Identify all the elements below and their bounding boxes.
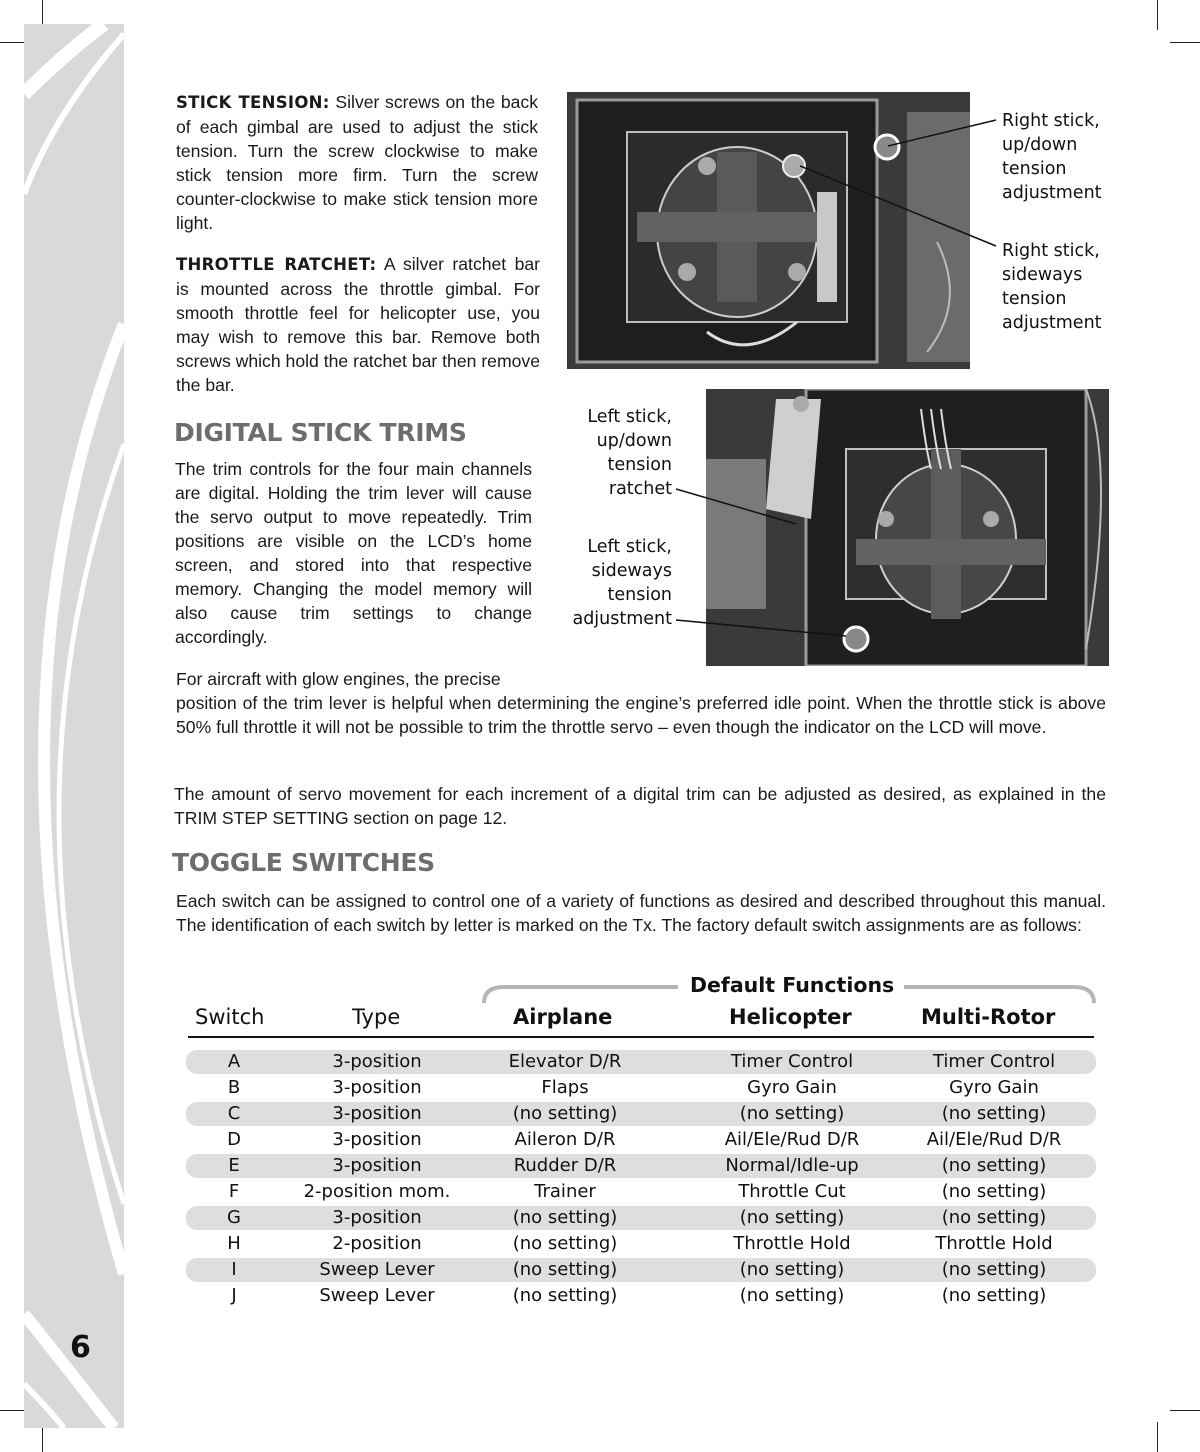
table-row [186, 1180, 1096, 1204]
header-type: Type [352, 1005, 401, 1029]
table-row [186, 1258, 1096, 1282]
switch-type-cell: 2-position mom. [303, 1181, 451, 1202]
header-switch: Switch [195, 1005, 265, 1029]
callout-right-stick-sideways [1002, 239, 1102, 335]
airplane-function-cell: (no setting) [512, 1103, 618, 1124]
stick-tension-text: Silver screws on the back of each gimbal are used to adjust the stick tension. Turn the screw clockwise to make stick tension more firm. Turn the screw counter-clockwise to make stick tension more light. [176, 92, 539, 233]
switch-type-cell: 3-position [332, 1207, 422, 1228]
callout-leader-lines-top [800, 110, 1000, 250]
callout-line: Left stick, [587, 537, 672, 557]
airplane-function-cell: Aileron D/R [514, 1129, 616, 1150]
callout-line: tension [1002, 159, 1067, 179]
table-row [186, 1128, 1096, 1152]
digital-stick-trims-heading: DIGITAL STICK TRIMS [174, 418, 467, 447]
table-row [186, 1284, 1096, 1308]
multi-rotor-function-cell: (no setting) [941, 1285, 1047, 1306]
switch-type-cell: 3-position [332, 1129, 422, 1150]
switch-type-cell: 3-position [332, 1155, 422, 1176]
helicopter-function-cell: (no setting) [739, 1103, 845, 1124]
airplane-function-cell: Elevator D/R [508, 1051, 622, 1072]
header-airplane: Airplane [513, 1005, 613, 1029]
switch-type-cell: 3-position [332, 1051, 422, 1072]
stick-tension-lead: STICK TENSION: [176, 93, 330, 112]
multi-rotor-function-cell: (no setting) [941, 1259, 1047, 1280]
header-divider [188, 1036, 1094, 1038]
switch-letter-cell: E [228, 1155, 240, 1176]
callout-line: Left stick, [587, 407, 672, 427]
callout-line: tension [607, 455, 672, 475]
airplane-function-cell: (no setting) [512, 1207, 618, 1228]
helicopter-function-cell: (no setting) [739, 1207, 845, 1228]
toggle-switches-heading: TOGGLE SWITCHES [172, 848, 435, 877]
toggle-switches-paragraph: Each switch can be assigned to control one of a variety of functions as desired and described throughout this manual. The identification of each switch by letter is marked on the Tx. The factory default switch assignments are as follows: [176, 891, 1106, 935]
switch-letter-cell: G [227, 1207, 241, 1228]
table-row [186, 1154, 1096, 1178]
switch-letter-cell: F [228, 1181, 240, 1202]
switch-letter-cell: D [227, 1129, 241, 1150]
helicopter-function-cell: Throttle Hold [733, 1233, 851, 1254]
crop-mark [1157, 1422, 1158, 1452]
multi-rotor-function-cell: Throttle Hold [935, 1233, 1053, 1254]
airplane-function-cell: Rudder D/R [513, 1155, 617, 1176]
digital-trims-paragraph: The trim controls for the four main channels are digital. Holding the trim lever will cause the servo output to move repeatedly. Trim positions are visible on the LCD’s home screen, and stored into that respective memory. Changing the model memory will also cause trim settings to change accordingly. [175, 459, 532, 647]
stick-tension-paragraph [176, 90, 538, 235]
airplane-function-cell: (no setting) [512, 1259, 618, 1280]
switch-letter-cell: J [231, 1285, 237, 1306]
crop-mark [1170, 1410, 1200, 1411]
decorative-margin-band [24, 24, 124, 1428]
callout-line: tension [607, 585, 672, 605]
helicopter-function-cell: Throttle Cut [738, 1181, 846, 1202]
header-multi-rotor: Multi-Rotor [921, 1005, 1056, 1029]
helicopter-function-cell: (no setting) [739, 1259, 845, 1280]
switch-letter-cell: I [231, 1259, 237, 1280]
switch-type-cell: Sweep Lever [319, 1259, 435, 1280]
default-functions-label: Default Functions [690, 973, 895, 997]
airplane-function-cell: (no setting) [512, 1285, 618, 1306]
switch-letter-cell: C [227, 1103, 241, 1124]
multi-rotor-function-cell: (no setting) [941, 1155, 1047, 1176]
callout-line: sideways [591, 561, 672, 581]
callout-line: Right stick, [1002, 241, 1100, 261]
switch-type-cell: Sweep Lever [319, 1285, 435, 1306]
callout-line: adjustment [1002, 183, 1102, 203]
table-row [186, 1076, 1096, 1100]
switch-letter-cell: B [227, 1077, 241, 1098]
airplane-function-cell: Flaps [541, 1077, 589, 1098]
callout-line: up/down [596, 431, 672, 451]
crop-mark [1170, 42, 1200, 43]
switch-letter-cell: H [227, 1233, 241, 1254]
multi-rotor-function-cell: (no setting) [941, 1103, 1047, 1124]
throttle-ratchet-text: A silver ratchet bar is mounted across the throttle gimbal. For smooth throttle feel for helicopter use, you may wish to remove this bar. Remove both screws which hold the ratchet bar then remove the bar. [176, 254, 541, 395]
callout-left-stick-sideways [540, 535, 672, 631]
multi-rotor-function-cell: (no setting) [941, 1181, 1047, 1202]
switch-type-cell: 3-position [332, 1077, 422, 1098]
switch-type-cell: 3-position [332, 1103, 422, 1124]
callout-line: sideways [1002, 265, 1083, 285]
callout-line: tension [1002, 289, 1067, 309]
multi-rotor-function-cell: Timer Control [932, 1051, 1056, 1072]
helicopter-function-cell: Ail/Ele/Rud D/R [724, 1129, 860, 1150]
callout-line: adjustment [1002, 313, 1102, 333]
glow-engines-first-line: For aircraft with glow engines, the precise [176, 669, 501, 689]
airplane-function-cell: Trainer [534, 1181, 596, 1202]
page-number: 6 [70, 1330, 91, 1365]
multi-rotor-function-cell: Gyro Gain [949, 1077, 1039, 1098]
callout-line: Right stick, [1002, 111, 1100, 131]
throttle-ratchet-lead: THROTTLE RATCHET: [176, 255, 377, 274]
callout-right-stick-updown [1002, 109, 1102, 205]
helicopter-function-cell: (no setting) [739, 1285, 845, 1306]
table-row [186, 1050, 1096, 1074]
airplane-function-cell: (no setting) [512, 1233, 618, 1254]
crop-mark [1157, 0, 1158, 30]
table-row [186, 1102, 1096, 1126]
table-row [186, 1206, 1096, 1230]
multi-rotor-function-cell: (no setting) [941, 1207, 1047, 1228]
callout-line: adjustment [572, 609, 672, 629]
helicopter-function-cell: Timer Control [730, 1051, 854, 1072]
callout-left-stick-updown [540, 405, 672, 501]
header-helicopter: Helicopter [729, 1005, 852, 1029]
callout-line: up/down [1002, 135, 1078, 155]
callout-line: ratchet [608, 479, 672, 499]
helicopter-function-cell: Normal/Idle-up [725, 1155, 859, 1176]
glow-engines-paragraph: position of the trim lever is helpful when determining the engine’s preferred idle point. When the throttle stick is above 50% full throttle it will not be possible to trim the throttle servo – even though the indicator on the LCD will move. [176, 693, 1106, 737]
multi-rotor-function-cell: Ail/Ele/Rud D/R [926, 1129, 1062, 1150]
switch-type-cell: 2-position [332, 1233, 422, 1254]
trim-step-paragraph: The amount of servo movement for each increment of a digital trim can be adjusted as desired, as explained in the TRIM STEP SETTING section on page 12. [174, 784, 1106, 828]
callout-leader-lines-bottom [670, 480, 870, 650]
throttle-ratchet-paragraph [176, 252, 540, 397]
helicopter-function-cell: Gyro Gain [747, 1077, 837, 1098]
switch-letter-cell: A [227, 1051, 241, 1072]
table-row [186, 1232, 1096, 1256]
